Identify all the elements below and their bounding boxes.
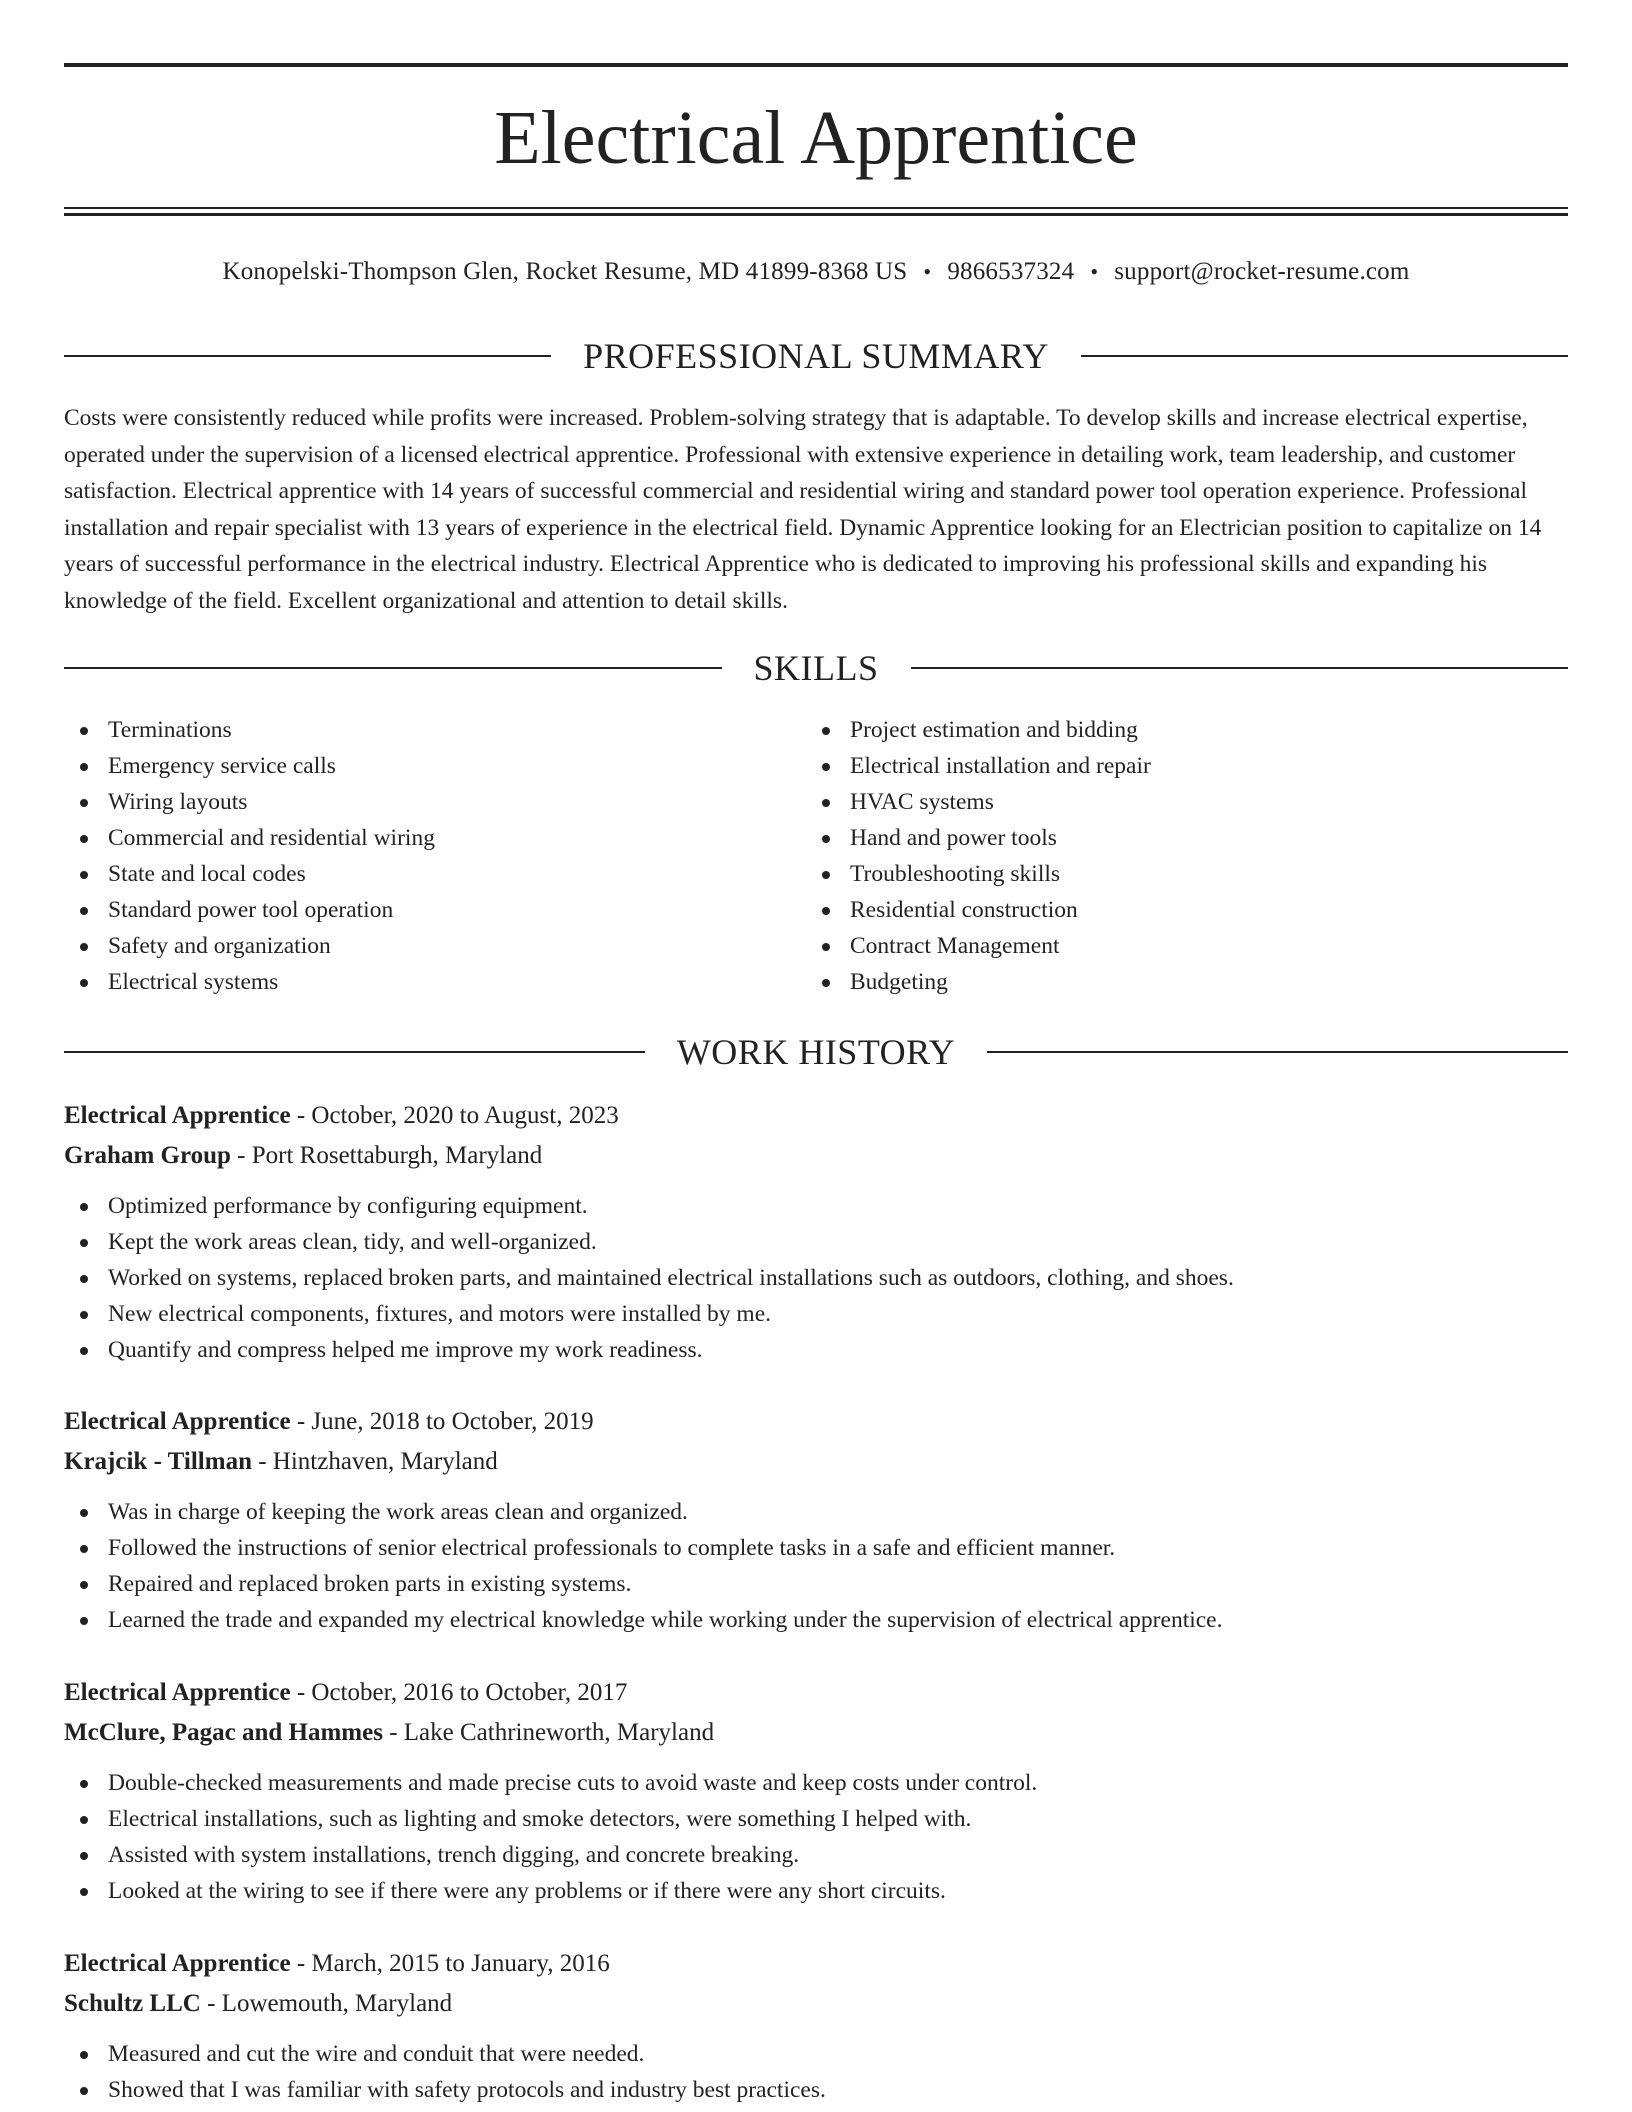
- skill-item: Safety and organization: [64, 928, 806, 964]
- section-rule-right: [987, 1051, 1568, 1053]
- job-bullet: Electrical installations, such as lighting and smoke detectors, were something I helped with.: [64, 1801, 1568, 1837]
- job-entry: [64, 1673, 1568, 1909]
- section-rule-right: [911, 667, 1569, 669]
- job-company: Schultz LLC: [64, 1990, 201, 2017]
- skills-list-right: [806, 712, 1548, 1000]
- resume-title: Electrical Apprentice: [494, 96, 1138, 180]
- contact-address: Konopelski-Thompson Glen, Rocket Resume, MD 41899-8368 US: [222, 258, 908, 285]
- job-title: Electrical Apprentice: [64, 1408, 291, 1435]
- job-entry: [64, 1096, 1568, 1368]
- job-location: - Port Rosettaburgh, Maryland: [230, 1142, 543, 1169]
- skill-item: Electrical systems: [64, 964, 806, 1000]
- section-title-work-history: WORK HISTORY: [676, 1032, 956, 1072]
- contact-separator: •: [1090, 259, 1099, 284]
- job-company-line: [64, 1136, 1568, 1176]
- section-rule-left: [64, 1051, 645, 1053]
- job-bullet: Double-checked measurements and made precise cuts to avoid waste and keep costs under control.: [64, 1765, 1568, 1801]
- job-location: - Lake Cathrineworth, Maryland: [382, 1719, 715, 1746]
- skill-item: Wiring layouts: [64, 784, 806, 820]
- job-bullet: Repaired and replaced broken parts in existing systems.: [64, 1566, 1568, 1602]
- skills-columns: [64, 712, 1568, 1000]
- skill-item: Emergency service calls: [64, 748, 806, 784]
- skill-item: Residential construction: [806, 892, 1548, 928]
- job-bullet: Followed the instructions of senior electrical professionals to complete tasks in a safe and efficient manner.: [64, 1530, 1568, 1566]
- job-title-line: [64, 1673, 1568, 1713]
- contact-email: support@rocket-resume.com: [1114, 258, 1410, 285]
- skill-item: Electrical installation and repair: [806, 748, 1548, 784]
- title-double-rule: [64, 207, 1568, 216]
- contact-separator: •: [923, 259, 932, 284]
- job-company: Krajcik - Tillman: [64, 1448, 252, 1475]
- contact-line: [64, 253, 1568, 291]
- job-bullet: Assisted with system installations, trench digging, and concrete breaking.: [64, 1837, 1568, 1873]
- skill-item: State and local codes: [64, 856, 806, 892]
- job-bullet: Learned the trade and expanded my electrical knowledge while working under the supervision of electrical apprentice.: [64, 1602, 1568, 1638]
- job-dates: - October, 2016 to October, 2017: [290, 1679, 628, 1706]
- section-title-skills: SKILLS: [753, 648, 879, 688]
- job-bullets: [64, 1188, 1568, 1368]
- job-bullet: Showed that I was familiar with safety protocols and industry best practices.: [64, 2072, 1568, 2108]
- section-header-skills: [64, 646, 1568, 690]
- job-title-line: [64, 1402, 1568, 1442]
- job-location: - Lowemouth, Maryland: [200, 1990, 453, 2017]
- skill-item: Commercial and residential wiring: [64, 820, 806, 856]
- job-dates: - March, 2015 to January, 2016: [290, 1950, 610, 1977]
- skill-item: Hand and power tools: [806, 820, 1548, 856]
- skill-item: Contract Management: [806, 928, 1548, 964]
- job-bullet: Was in charge of keeping the work areas clean and organized.: [64, 1494, 1568, 1530]
- job-company-line: [64, 1984, 1568, 2024]
- section-header-summary: [64, 334, 1568, 378]
- job-title: Electrical Apprentice: [64, 1102, 291, 1129]
- job-bullet: Kept the work areas clean, tidy, and well-organized.: [64, 1224, 1568, 1260]
- skill-item: HVAC systems: [806, 784, 1548, 820]
- job-title-line: [64, 1096, 1568, 1136]
- job-bullet: Worked on systems, replaced broken parts, and maintained electrical installations such as outdoors, clothing, and shoes.: [64, 1260, 1568, 1296]
- job-company: Graham Group: [64, 1142, 231, 1169]
- section-rule-right: [1081, 355, 1568, 357]
- section-header-work-history: [64, 1030, 1568, 1074]
- job-entry: [64, 1944, 1568, 2108]
- job-title: Electrical Apprentice: [64, 1679, 291, 1706]
- job-company: McClure, Pagac and Hammes: [64, 1719, 383, 1746]
- job-bullet: Measured and cut the wire and conduit that were needed.: [64, 2036, 1568, 2072]
- job-company-line: [64, 1713, 1568, 1753]
- skills-list-left: [64, 712, 806, 1000]
- job-dates: - October, 2020 to August, 2023: [290, 1102, 619, 1129]
- summary-paragraph: Costs were consistently reduced while profits were increased. Problem-solving strategy that is adaptable. To develop skills and increase electrical expertise, operated under the supervision of a licensed electrical apprentice. Professional with extensive experience in detailing work, team leadership, and customer satisfaction. Electrical apprentice with 14 years of successful commercial and residential wiring and standard power tool operation experience. Professional installation and repair specialist with 13 years of experience in the electrical field. Dynamic Apprentice looking for an Electrician position to capitalize on 14 years of successful performance in the electrical industry. Electrical Apprentice who is dedicated to improving his professional skills and expanding his knowledge of the field. Excellent organizational and attention to detail skills.: [64, 405, 1542, 614]
- skill-item: Standard power tool operation: [64, 892, 806, 928]
- job-bullet: Looked at the wiring to see if there were any problems or if there were any short circuits.: [64, 1873, 1568, 1909]
- top-rule: [64, 63, 1568, 67]
- job-location: - Hintzhaven, Maryland: [251, 1448, 498, 1475]
- job-title: Electrical Apprentice: [64, 1950, 291, 1977]
- skill-item: Troubleshooting skills: [806, 856, 1548, 892]
- job-bullet: Quantify and compress helped me improve my work readiness.: [64, 1332, 1568, 1368]
- skill-item: Project estimation and bidding: [806, 712, 1548, 748]
- job-bullets: [64, 1494, 1568, 1638]
- job-dates: - June, 2018 to October, 2019: [290, 1408, 594, 1435]
- job-bullets: [64, 2036, 1568, 2108]
- job-entry: [64, 1402, 1568, 1638]
- section-rule-left: [64, 667, 722, 669]
- job-bullet: New electrical components, fixtures, and motors were installed by me.: [64, 1296, 1568, 1332]
- section-rule-left: [64, 355, 551, 357]
- section-title-summary: PROFESSIONAL SUMMARY: [583, 336, 1049, 376]
- job-bullets: [64, 1765, 1568, 1909]
- skill-item: Budgeting: [806, 964, 1548, 1000]
- job-bullet: Optimized performance by configuring equipment.: [64, 1188, 1568, 1224]
- contact-phone: 9866537324: [947, 258, 1075, 285]
- job-company-line: [64, 1442, 1568, 1482]
- skill-item: Terminations: [64, 712, 806, 748]
- job-title-line: [64, 1944, 1568, 1984]
